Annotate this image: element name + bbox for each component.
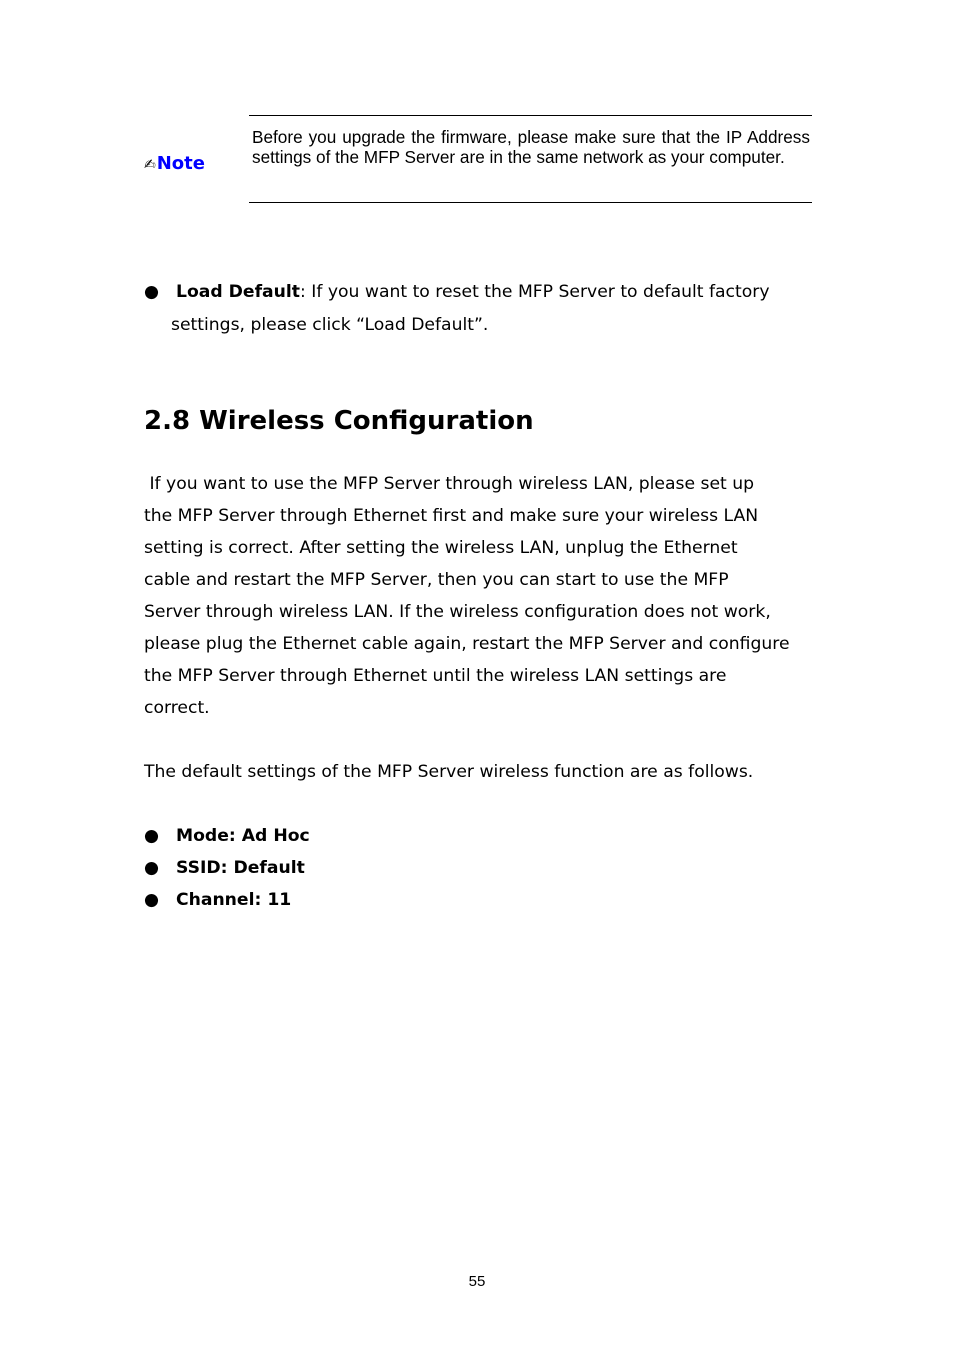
paragraph-line: cable and restart the MFP Server, then you can start to use the MFP bbox=[144, 570, 729, 590]
note-label-text: Note bbox=[156, 153, 205, 174]
load-default-bullet bbox=[144, 276, 814, 342]
paragraph-line: please plug the Ethernet cable again, restart the MFP Server and configure bbox=[144, 634, 790, 654]
bullet-icon: ● bbox=[144, 826, 159, 846]
list-item bbox=[144, 820, 310, 852]
bullet-icon: ● bbox=[144, 282, 159, 302]
paragraph-line: If you want to use the MFP Server through wireless LAN, please set up bbox=[144, 474, 755, 494]
load-default-text: : If you want to reset the MFP Server to default factory bbox=[300, 282, 770, 302]
bullet-icon: ● bbox=[144, 858, 159, 878]
paragraph-line: setting is correct. After setting the wireless LAN, unplug the Ethernet bbox=[144, 538, 738, 558]
setting-channel: Channel: 11 bbox=[176, 890, 292, 910]
defaults-intro: The default settings of the MFP Server wireless function are as follows. bbox=[144, 762, 754, 782]
paragraph-line: correct. bbox=[144, 698, 210, 718]
page-number: 55 bbox=[468, 1273, 486, 1290]
setting-ssid: SSID: Default bbox=[176, 858, 305, 878]
load-default-line-1 bbox=[144, 276, 814, 309]
default-settings-list bbox=[144, 820, 310, 916]
paragraph-line: the MFP Server through Ethernet until the wireless LAN settings are bbox=[144, 666, 727, 686]
setting-mode: Mode: Ad Hoc bbox=[176, 826, 310, 846]
load-default-term: Load Default bbox=[176, 282, 300, 302]
note-label bbox=[144, 153, 205, 174]
list-item bbox=[144, 852, 310, 884]
note-text: Before you upgrade the firmware, please make sure that the IP Address settings of the MFP Server are in the same network as your computer. bbox=[252, 127, 810, 167]
note-box bbox=[249, 115, 812, 203]
load-default-line-2: settings, please click “Load Default”. bbox=[171, 315, 489, 335]
paragraph-line: the MFP Server through Ethernet first and make sure your wireless LAN bbox=[144, 506, 759, 526]
list-item bbox=[144, 884, 310, 916]
section-heading: 2.8 Wireless Configuration bbox=[144, 406, 534, 436]
paragraph-line: Server through wireless LAN. If the wireless configuration does not work, bbox=[144, 602, 771, 622]
bullet-icon: ● bbox=[144, 890, 159, 910]
pencil-icon: ✍ bbox=[144, 157, 156, 173]
wireless-paragraph bbox=[144, 468, 824, 724]
